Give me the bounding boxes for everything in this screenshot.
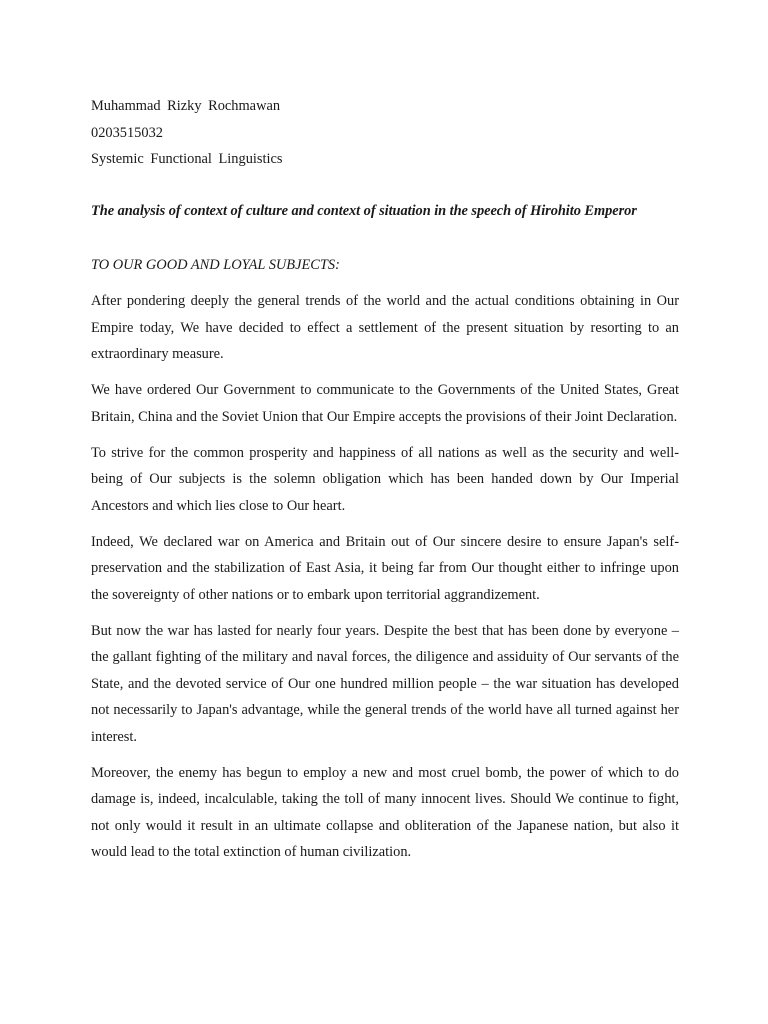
student-id: 0203515032 [91, 124, 163, 141]
course-name: Systemic Functional Linguistics [91, 151, 283, 167]
paragraph-5: But now the war has lasted for nearly four years. Despite the best that has been done by everyone – the gallant fighting of the military and naval forces, the diligence and assiduity of Our servants of the State, and the devoted service of Our one hundred million people – the war situation has developed not necessarily to Japan's advantage, while the general trends of the world have all turned against her interest. [91, 622, 679, 745]
paragraph-3: To strive for the common prosperity and happiness of all nations as well as the security and well-being of Our subjects is the solemn obligation which has been handed down by Our Imperial Ancestors and which lies close to Our heart. [91, 444, 679, 514]
paragraph-2: We have ordered Our Government to communicate to the Governments of the United States, Great Britain, China and the Soviet Union that Our Empire accepts the provisions of their Joint Declaration. [91, 382, 679, 425]
paragraph-1: After pondering deeply the general trends of the world and the actual conditions obtaining in Our Empire today, We have decided to effect a settlement of the present situation by resorting to an extraordinary measure. [91, 293, 679, 362]
author-name: Muhammad Rizky Rochmawan [91, 98, 281, 114]
document-title: The analysis of context of culture and context of situation in the speech of Hirohito Emperor [91, 203, 637, 219]
document-header [91, 93, 691, 173]
speech-body [91, 288, 679, 875]
paragraph-4: Indeed, We declared war on America and Britain out of Our sincere desire to ensure Japan's self-preservation and the stabilization of East Asia, it being far from Our thought either to infringe upon the sovereignty of other nations or to embark upon territorial aggrandizement. [91, 533, 679, 603]
paragraph-6: Moreover, the enemy has begun to employ a new and most cruel bomb, the power of which to do damage is, indeed, incalculable, taking the toll of many innocent lives. Should We continue to fight, not only would it result in an ultimate collapse and obliteration of the Japanese nation, but also it would lead to the total extinction of human civilization. [91, 764, 679, 860]
speech-salutation: TO OUR GOOD AND LOYAL SUBJECTS: [91, 257, 340, 273]
